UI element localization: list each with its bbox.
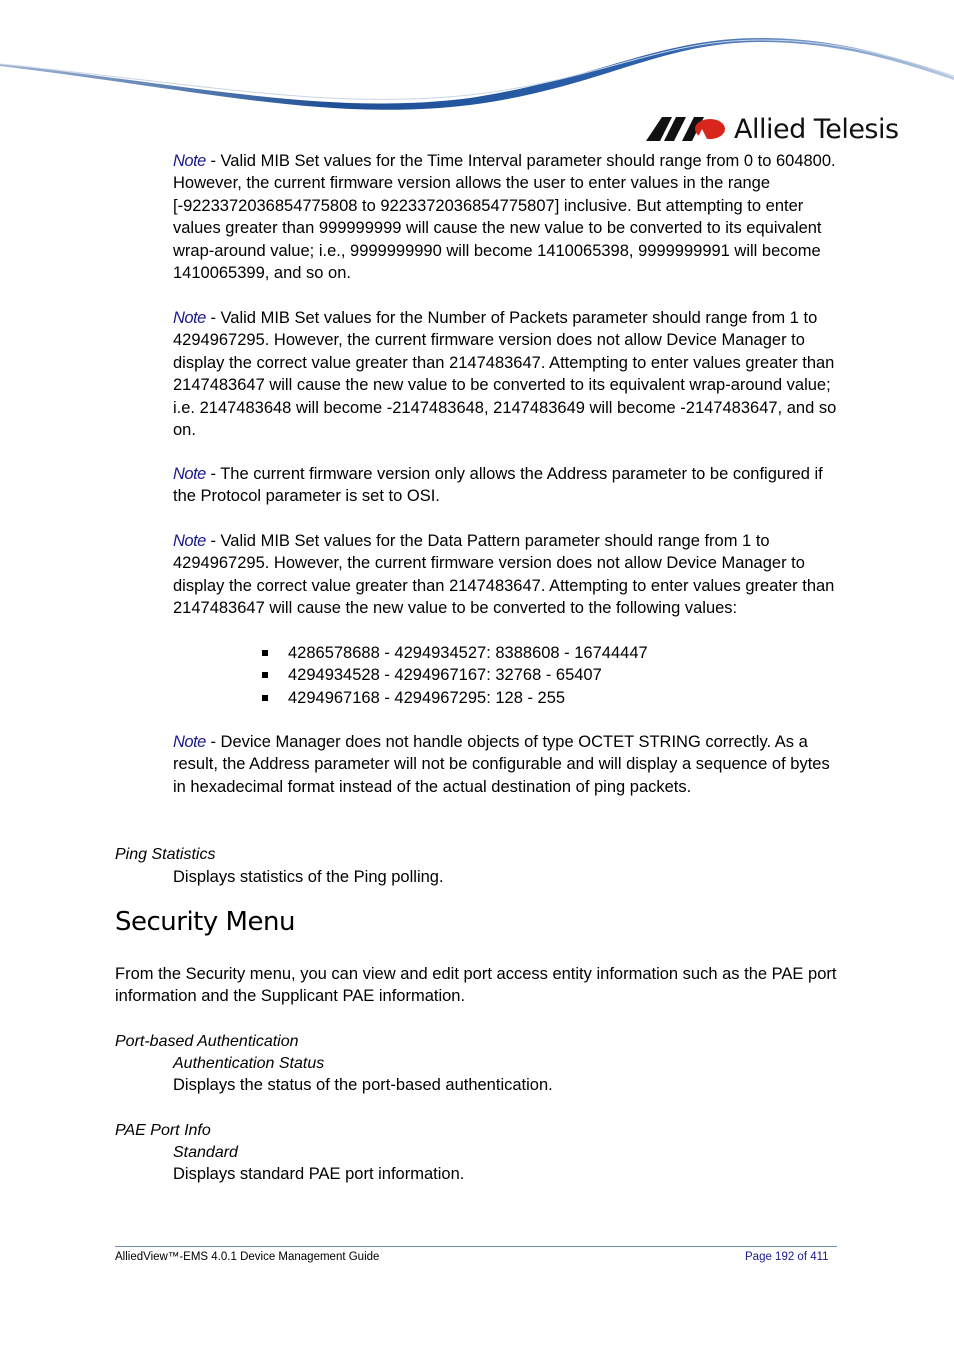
standard-desc: Displays standard PAE port information. <box>173 1165 465 1183</box>
port-based-auth-title: Port-based Authentication <box>115 1033 299 1050</box>
note-label: Note <box>173 532 206 550</box>
security-intro: From the Security menu, you can view and edit port access entity information such as the PAE port information and the Supplicant PAE information. <box>115 965 837 1006</box>
note-address <box>173 463 838 508</box>
auth-status-desc: Displays the status of the port-based authentication. <box>173 1076 553 1094</box>
note-octet-string <box>173 731 838 798</box>
data-pattern-values-list <box>260 642 648 709</box>
allied-telesis-logo <box>646 112 899 146</box>
note-label: Note <box>173 733 206 751</box>
note-text: - Valid MIB Set values for the Time Interval parameter should range from 0 to 604800. However, the current firmware version allows the user to enter values in the range [-9223372036854775808 to 9223372036854775807] inclusive. But attempting to enter values greater than 999999999 will cause the new value to be converted to its equivalent wrap-around value; i.e., 9999999990 will become 1410065398, 9999999991 will become 1410065399, and so on. <box>173 152 836 283</box>
note-label: Note <box>173 152 206 170</box>
security-menu-heading: Security Menu <box>115 907 295 937</box>
note-data-pattern <box>173 530 838 620</box>
standard-title: Standard <box>173 1144 238 1161</box>
logo-text: Allied Telesis <box>734 113 899 145</box>
footer-doc-title: AlliedView™-EMS 4.0.1 Device Management Guide <box>115 1251 380 1263</box>
pae-port-info-title: PAE Port Info <box>115 1122 211 1139</box>
note-label: Note <box>173 309 206 327</box>
allied-telesis-logo-icon <box>646 117 726 141</box>
note-number-of-packets <box>173 307 838 441</box>
footer-page-number: Page 192 of 411 <box>745 1251 829 1263</box>
note-label: Note <box>173 465 206 483</box>
note-text: - Valid MIB Set values for the Number of Packets parameter should range from 1 to 4294967295. However, the current firmware version does not allow Device Manager to display the correct value greater than 2147483647. Attempting to enter values greater than 2147483647 will cause the new value to be converted to its equivalent wrap-around value; i.e. 2147483648 will become -2147483648, 2147483649 will become -2147483647, and so on. <box>173 309 837 440</box>
list-item: 4294967168 - 4294967295: 128 - 255 <box>260 687 648 709</box>
note-text: - The current firmware version only allows the Address parameter to be configured if the Protocol parameter is set to OSI. <box>173 465 823 506</box>
ping-statistics-desc: Displays statistics of the Ping polling. <box>173 868 444 886</box>
list-item: 4294934528 - 4294967167: 32768 - 65407 <box>260 664 648 686</box>
note-time-interval <box>173 150 838 284</box>
auth-status-title: Authentication Status <box>173 1055 325 1072</box>
footer-divider <box>115 1246 837 1247</box>
note-text: - Valid MIB Set values for the Data Pattern parameter should range from 1 to 4294967295. However, the current firmware version does not allow Device Manager to display the correct value greater than 2147483647. Attempting to enter values greater than 2147483647 will cause the new value to be converted to the following values: <box>173 532 835 618</box>
ping-statistics-title: Ping Statistics <box>115 846 216 863</box>
list-item: 4286578688 - 4294934527: 8388608 - 16744447 <box>260 642 648 664</box>
note-text: - Device Manager does not handle objects of type OCTET STRING correctly. As a result, the Address parameter will not be configurable and will display a sequence of bytes in hexadecimal format instead of the actual destination of ping packets. <box>173 733 830 796</box>
header-swoosh <box>0 0 954 130</box>
